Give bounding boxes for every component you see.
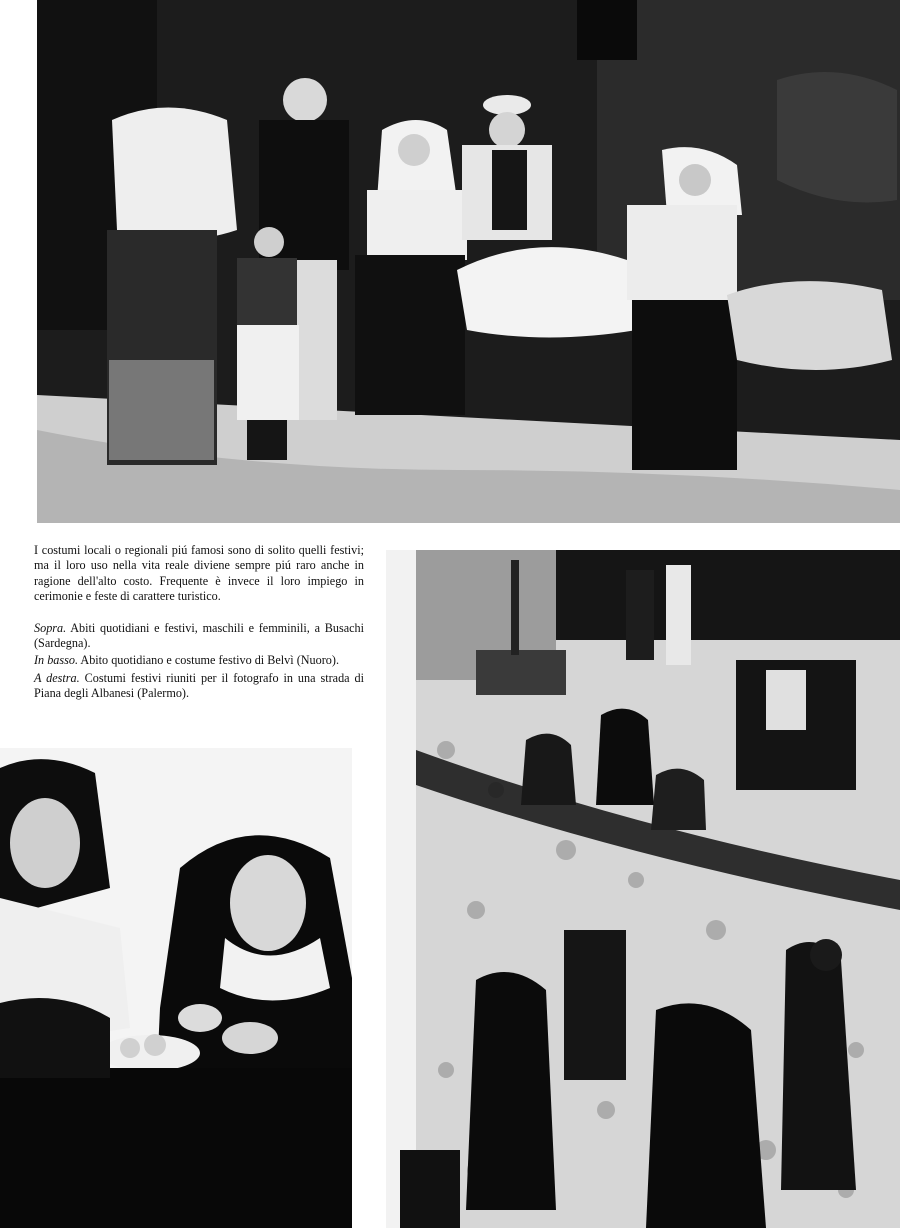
intro-paragraph: I costumi locali o regionali piú famosi sono di solito quelli festivi; ma il loro uso nella vita reale diviene sempre piú raro anche in ragione dell'alto costo. Frequente è invece il loro impiego in cerimonie e feste di carattere turistico. bbox=[34, 543, 364, 604]
caption-text: Abito quotidiano e costume festivo di Belvì (Nuoro). bbox=[78, 653, 339, 668]
caption-text: Abiti quotidiani e festivi, maschili e femminili, a Busachi (Sardegna). bbox=[34, 620, 364, 651]
caption-top bbox=[34, 621, 364, 652]
photo-belvi bbox=[0, 748, 352, 1228]
caption-text: Costumi festivi riuniti per il fotografo in una strada di Piana degli Albanesi (Palermo). bbox=[34, 670, 364, 701]
caption-right bbox=[34, 671, 364, 702]
caption-bottom bbox=[34, 653, 364, 668]
photo-piana-degli-albanesi bbox=[386, 550, 900, 1228]
caption-label: Sopra. bbox=[34, 620, 67, 635]
text-column bbox=[34, 543, 364, 704]
caption-label: A destra. bbox=[34, 670, 80, 685]
caption-label: In basso. bbox=[34, 653, 79, 668]
photo-busachi bbox=[37, 0, 900, 523]
